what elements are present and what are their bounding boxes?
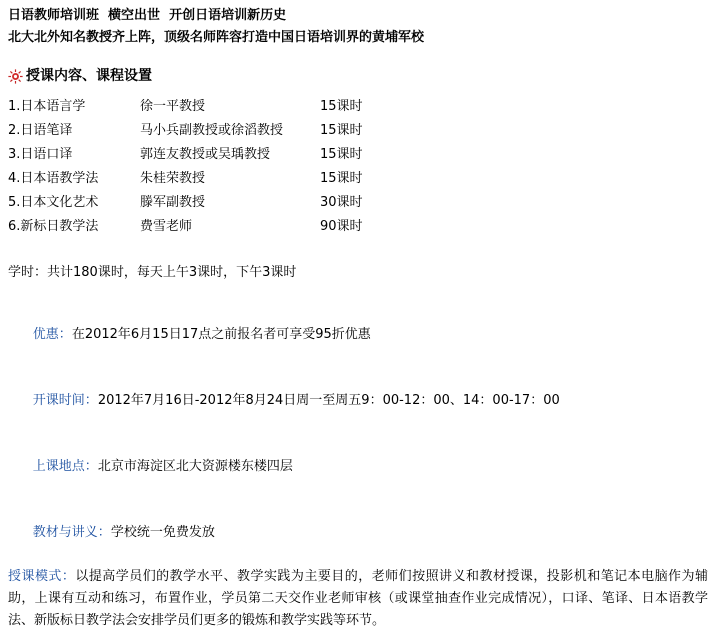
section-title: 授课内容、课程设置 [26,68,152,84]
course-name: 6.新标日教学法 [8,219,99,234]
course-teacher: 费雪老师 [140,219,193,234]
table-row [8,119,440,143]
teaching-mode-paragraph [8,566,708,632]
course-hours: 15课时 [320,99,363,114]
detail-value: 学校统一免费发放 [110,525,215,540]
course-teacher: 徐一平教授 [140,99,206,114]
course-hours: 30课时 [320,195,363,210]
course-teacher: 马小兵副教授或徐滔教授 [140,123,284,138]
detail-value: 北京市海淀区北大资源楼东楼四层 [97,459,293,474]
detail-label: 教材与讲义： [32,525,111,540]
table-row [8,191,440,215]
detail-label: 上课地点： [32,459,98,474]
teaching-mode-label: 授课模式： [8,569,76,584]
course-name: 4.日本语教学法 [8,171,99,186]
course-hours: 15课时 [320,123,363,138]
teaching-mode-text: 以提高学员们的教学水平、教学实践为主要目的，老师们按照讲义和教材授课，投影机和笔记本电脑作为辅助，上课有互动和练习，布置作业，学员第二天交作业老师审核（或课堂抽查作业完成情况），口译、笔译、日本语教学法、新版标日教学法会安排学员们更多的锻炼和教学实践等环节。 [8,569,708,628]
detail-row-materials [8,500,717,566]
course-teacher: 朱桂荣教授 [140,171,206,186]
detail-row-location [8,434,717,500]
course-hours: 15课时 [320,147,363,162]
course-name: 2.日语笔译 [8,123,73,138]
detail-value: 在2012年6月15日17点之前报名者可享受95折优惠 [71,327,371,342]
sun-icon [8,69,23,84]
detail-label: 开课时间： [32,393,98,408]
table-row [8,143,440,167]
section-header [8,65,717,85]
table-row [8,215,440,239]
course-name: 5.日本文化艺术 [8,195,99,210]
course-teacher: 滕军副教授 [140,195,206,210]
detail-value: 2012年7月16日-2012年8月24日周一至周五9：00-12：00、14：00-17：00 [97,393,560,408]
detail-row-start-time [8,368,717,434]
course-name: 3.日语口译 [8,147,73,162]
course-table [8,95,440,239]
detail-row-discount [8,302,717,368]
table-row [8,167,440,191]
course-hours: 15课时 [320,171,363,186]
table-row [8,95,440,119]
details-block [8,302,717,566]
page-title: 日语教师培训班 横空出世 开创日语培训新历史 [8,8,287,23]
hours-summary: 学时：共计180课时，每天上午3课时，下午3课时 [8,265,297,280]
course-hours: 90课时 [320,219,363,234]
detail-label: 优惠： [32,327,72,342]
page-subtitle: 北大北外知名教授齐上阵，顶级名师阵容打造中国日语培训界的黄埔军校 [8,30,425,45]
course-teacher: 郭连友教授或吴瑀教授 [140,147,271,162]
course-name: 1.日本语言学 [8,99,86,114]
